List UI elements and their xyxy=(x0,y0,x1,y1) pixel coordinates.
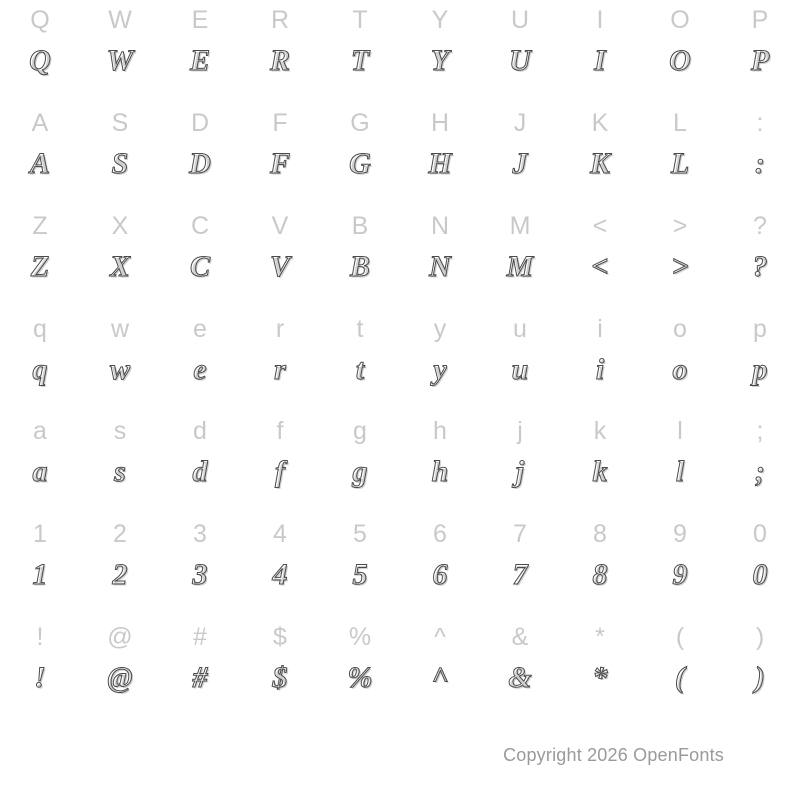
glyph-sample: A xyxy=(29,146,50,180)
char-cell xyxy=(720,411,800,514)
key-label: i xyxy=(597,314,603,343)
key-label: 0 xyxy=(753,520,767,549)
char-cell xyxy=(160,514,240,617)
key-label: Y xyxy=(431,6,449,34)
key-label: O xyxy=(670,6,690,34)
glyph-sample: W xyxy=(106,44,134,77)
char-cell xyxy=(400,309,480,412)
glyph-sample: S xyxy=(111,146,129,180)
char-cell xyxy=(240,411,320,514)
glyph-sample: 1 xyxy=(32,558,48,592)
glyph-sample: E xyxy=(189,44,210,77)
char-cell xyxy=(720,617,800,720)
key-label: J xyxy=(513,108,527,137)
key-label: Z xyxy=(32,211,48,240)
char-cell xyxy=(0,103,80,206)
char-cell xyxy=(160,206,240,309)
glyph-sample: o xyxy=(672,352,688,386)
glyph-sample: ; xyxy=(755,455,765,489)
char-cell xyxy=(720,514,800,617)
key-label: g xyxy=(353,417,367,446)
glyph-sample: % xyxy=(347,661,373,695)
key-label: j xyxy=(517,417,523,446)
char-cell xyxy=(640,411,720,514)
char-cell xyxy=(160,309,240,412)
key-label: t xyxy=(356,314,364,343)
char-cell xyxy=(240,617,320,720)
glyph-sample: s xyxy=(114,455,126,489)
key-label: a xyxy=(33,417,47,446)
char-cell xyxy=(0,514,80,617)
key-label: @ xyxy=(107,623,133,652)
key-label: h xyxy=(433,417,447,446)
char-cell xyxy=(560,103,640,206)
glyph-sample: ( xyxy=(675,661,685,695)
char-cell xyxy=(240,309,320,412)
char-cell xyxy=(160,103,240,206)
char-cell xyxy=(320,309,400,412)
glyph-sample: h xyxy=(431,455,449,489)
char-cell xyxy=(240,206,320,309)
key-label: H xyxy=(430,108,450,137)
char-cell xyxy=(640,309,720,412)
key-label: P xyxy=(751,6,769,34)
glyph-sample: e xyxy=(193,352,207,386)
key-label: l xyxy=(677,417,683,446)
glyph-sample: @ xyxy=(107,661,133,695)
char-cell xyxy=(640,206,720,309)
char-cell xyxy=(0,0,80,103)
glyph-sample: R xyxy=(269,44,290,77)
glyph-sample: < xyxy=(591,249,609,283)
char-cell xyxy=(560,309,640,412)
char-cell xyxy=(80,103,160,206)
char-cell xyxy=(400,514,480,617)
key-label: e xyxy=(193,314,207,343)
glyph-sample: 9 xyxy=(672,558,688,592)
char-cell xyxy=(320,617,400,720)
key-label: F xyxy=(272,108,288,137)
key-label: k xyxy=(593,417,607,446)
key-label: B xyxy=(351,211,369,240)
glyph-sample: Z xyxy=(30,249,50,283)
glyph-sample: O xyxy=(669,44,691,77)
glyph-sample: 5 xyxy=(352,558,368,592)
glyph-sample: t xyxy=(355,352,365,386)
footer xyxy=(0,745,800,766)
key-label: ^ xyxy=(434,623,446,652)
glyph-sample: ^ xyxy=(431,661,449,695)
char-cell xyxy=(320,514,400,617)
char-cell xyxy=(160,0,240,103)
key-label: S xyxy=(111,108,129,137)
key-label: M xyxy=(509,211,531,240)
glyph-sample: > xyxy=(671,249,689,283)
char-cell xyxy=(560,411,640,514)
char-cell xyxy=(400,103,480,206)
char-cell xyxy=(0,206,80,309)
char-cell xyxy=(80,206,160,309)
glyph-sample: & xyxy=(508,661,532,695)
glyph-sample: k xyxy=(592,455,608,489)
key-label: * xyxy=(595,623,605,652)
glyph-sample: T xyxy=(350,44,370,77)
glyph-sample: 0 xyxy=(752,558,768,592)
glyph-sample: I xyxy=(594,44,606,77)
glyph-sample: V xyxy=(269,249,290,283)
key-label: 9 xyxy=(673,520,687,549)
char-cell xyxy=(80,0,160,103)
key-label: ( xyxy=(675,623,685,652)
char-cell xyxy=(720,103,800,206)
char-cell xyxy=(720,0,800,103)
glyph-sample: H xyxy=(428,146,452,180)
char-cell xyxy=(640,103,720,206)
glyph-sample: y xyxy=(433,352,447,386)
key-label: K xyxy=(591,108,609,137)
char-cell xyxy=(240,0,320,103)
key-label: < xyxy=(592,211,608,240)
key-label: 8 xyxy=(593,520,607,549)
glyph-sample: X xyxy=(109,249,130,283)
key-label: f xyxy=(276,417,284,446)
char-cell xyxy=(560,617,640,720)
key-label: 2 xyxy=(113,520,127,549)
key-label: 4 xyxy=(273,520,287,549)
char-cell xyxy=(320,0,400,103)
char-cell xyxy=(480,206,560,309)
char-cell xyxy=(720,206,800,309)
glyph-sample: 3 xyxy=(192,558,208,592)
char-cell xyxy=(320,206,400,309)
key-label: V xyxy=(271,211,289,240)
char-cell xyxy=(240,514,320,617)
key-label: 6 xyxy=(433,520,447,549)
char-cell xyxy=(480,103,560,206)
key-label: o xyxy=(673,314,687,343)
char-cell xyxy=(640,617,720,720)
char-cell xyxy=(480,617,560,720)
glyph-sample: u xyxy=(511,352,529,386)
glyph-sample: w xyxy=(109,352,130,386)
key-label: 5 xyxy=(353,520,367,549)
key-label: A xyxy=(31,108,49,137)
glyph-sample: K xyxy=(589,146,610,180)
char-cell xyxy=(480,0,560,103)
key-label: D xyxy=(190,108,210,137)
key-label: G xyxy=(350,108,370,137)
glyph-sample: L xyxy=(670,146,690,180)
glyph-sample: f xyxy=(275,455,285,489)
char-cell xyxy=(240,103,320,206)
key-label: E xyxy=(191,6,209,34)
key-label: d xyxy=(193,417,207,446)
char-cell xyxy=(560,206,640,309)
char-cell xyxy=(560,514,640,617)
key-label: ; xyxy=(756,417,764,446)
glyph-sample: G xyxy=(349,146,371,180)
key-label: I xyxy=(596,6,604,34)
glyph-sample: B xyxy=(349,249,370,283)
key-label: > xyxy=(672,211,688,240)
char-cell xyxy=(640,0,720,103)
glyph-sample: a xyxy=(32,455,48,489)
key-label: s xyxy=(113,417,127,446)
key-label: 1 xyxy=(33,520,47,549)
char-cell xyxy=(0,617,80,720)
char-cell xyxy=(320,103,400,206)
key-label: 7 xyxy=(513,520,527,549)
glyph-sample: Q xyxy=(29,44,51,77)
glyph-sample: C xyxy=(189,249,210,283)
glyph-sample: p xyxy=(752,352,768,386)
glyph-sample: $ xyxy=(272,661,288,695)
glyph-sample: q xyxy=(32,352,48,386)
char-cell xyxy=(400,411,480,514)
glyph-sample: r xyxy=(274,352,286,386)
char-cell xyxy=(80,617,160,720)
key-label: & xyxy=(511,623,529,652)
glyph-sample: ! xyxy=(34,661,46,695)
key-label: $ xyxy=(273,623,287,652)
glyph-sample: U xyxy=(509,44,531,77)
glyph-sample: ? xyxy=(752,249,768,283)
char-cell xyxy=(640,514,720,617)
glyph-sample: J xyxy=(512,146,528,180)
glyph-sample: j xyxy=(515,455,525,489)
glyph-sample: g xyxy=(352,455,368,489)
key-label: W xyxy=(108,6,132,34)
char-cell xyxy=(80,514,160,617)
glyph-sample: : xyxy=(755,146,765,180)
key-label: U xyxy=(510,6,530,34)
glyph-sample: P xyxy=(750,44,770,77)
key-label: X xyxy=(111,211,129,240)
char-cell xyxy=(160,411,240,514)
glyph-sample: F xyxy=(269,146,290,180)
glyph-sample: # xyxy=(192,661,208,695)
glyph-sample: i xyxy=(595,352,605,386)
glyph-sample: D xyxy=(189,146,211,180)
glyph-sample: Y xyxy=(430,44,450,77)
char-cell xyxy=(480,411,560,514)
glyph-sample: 6 xyxy=(432,558,448,592)
glyph-sample: l xyxy=(675,455,685,489)
glyph-sample: 8 xyxy=(592,558,608,592)
glyph-sample: M xyxy=(506,249,534,283)
char-cell xyxy=(560,0,640,103)
key-label: ! xyxy=(36,623,44,652)
glyph-sample: d xyxy=(192,455,208,489)
key-label: ) xyxy=(755,623,765,652)
glyph-sample: 2 xyxy=(112,558,128,592)
copyright-text: Copyright 2026 OpenFonts xyxy=(503,745,724,765)
key-label: q xyxy=(33,314,47,343)
char-cell xyxy=(400,0,480,103)
char-cell xyxy=(400,206,480,309)
key-label: Q xyxy=(30,6,50,34)
char-cell xyxy=(0,411,80,514)
key-label: ? xyxy=(753,211,767,240)
key-label: C xyxy=(190,211,210,240)
key-label: y xyxy=(433,314,447,343)
glyph-sample: 7 xyxy=(512,558,528,592)
key-label: N xyxy=(430,211,450,240)
key-label: w xyxy=(110,314,130,343)
key-label: : xyxy=(756,108,764,137)
char-cell xyxy=(480,309,560,412)
key-label: % xyxy=(348,623,372,652)
key-label: # xyxy=(193,623,207,652)
char-cell xyxy=(160,617,240,720)
char-cell xyxy=(80,411,160,514)
char-cell xyxy=(400,617,480,720)
glyph-sample: ) xyxy=(755,661,765,695)
key-label: 3 xyxy=(193,520,207,549)
glyph-sample: N xyxy=(429,249,451,283)
key-label: r xyxy=(275,314,285,343)
key-label: u xyxy=(513,314,527,343)
glyph-sample: * xyxy=(592,661,608,695)
char-cell xyxy=(720,309,800,412)
key-label: T xyxy=(352,6,368,34)
key-label: L xyxy=(673,108,687,137)
char-cell xyxy=(80,309,160,412)
glyph-sample: 4 xyxy=(272,558,288,592)
char-cell xyxy=(480,514,560,617)
key-label: p xyxy=(753,314,767,343)
char-cell xyxy=(320,411,400,514)
key-label: R xyxy=(270,6,290,34)
char-cell xyxy=(0,309,80,412)
